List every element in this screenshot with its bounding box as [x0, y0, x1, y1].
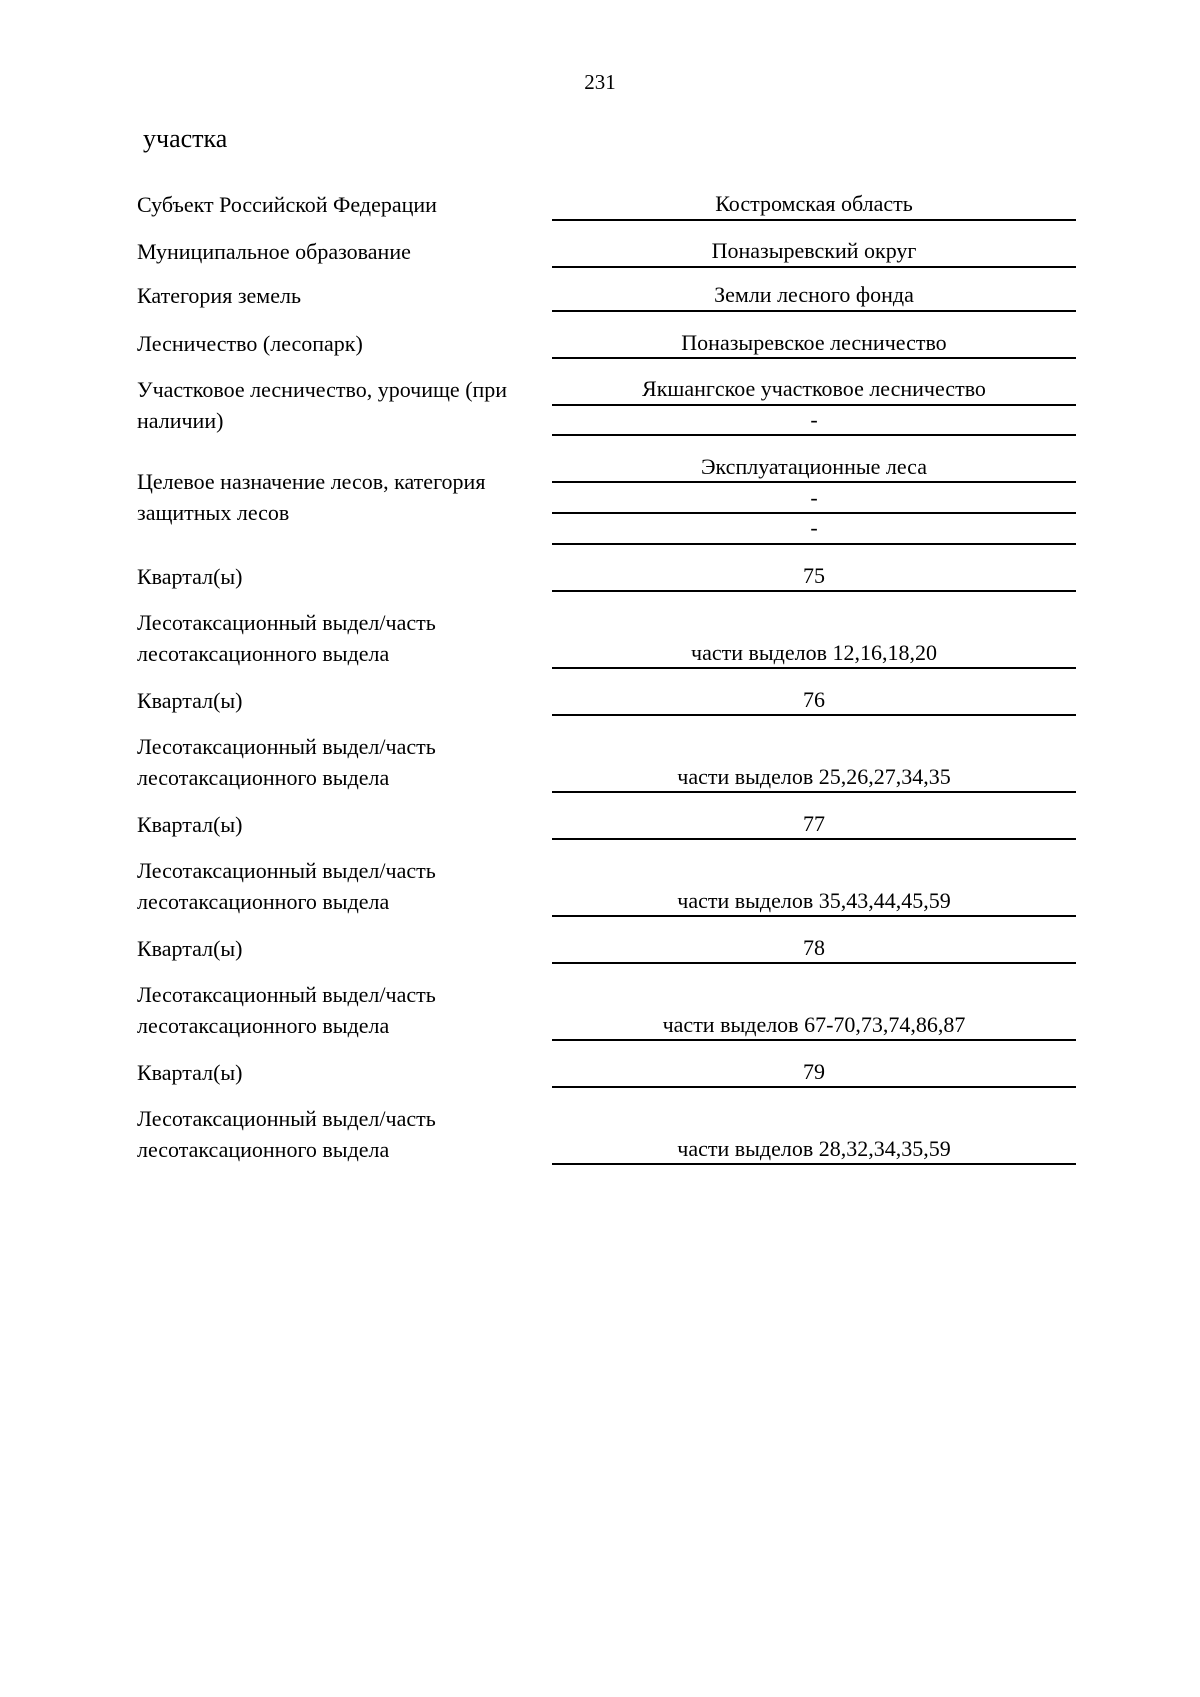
value-underline — [552, 512, 1076, 514]
value-quarter: 78 — [803, 935, 825, 960]
value-underline — [552, 1163, 1076, 1165]
value-underline — [552, 590, 1076, 592]
value-quarter: 79 — [803, 1059, 825, 1084]
value-tract: - — [810, 407, 818, 432]
value-underline — [552, 310, 1076, 312]
value-quarter: 75 — [803, 563, 825, 588]
value-underline — [552, 667, 1076, 669]
value-protective-subcategory: - — [810, 515, 818, 540]
label-quarter: Квартал(ы) — [137, 812, 243, 837]
value-allotment: части выделов 25,26,27,34,35 — [677, 764, 951, 789]
section-heading: участка — [143, 124, 228, 153]
value-underline — [552, 357, 1076, 359]
label-forestry: Лесничество (лесопарк) — [137, 331, 363, 356]
value-municipality: Поназыревский округ — [711, 238, 917, 263]
value-allotment: части выделов 67-70,73,74,86,87 — [662, 1012, 966, 1037]
value-underline — [552, 1086, 1076, 1088]
label-district-forestry: Участковое лесничество, урочище (при наличии) — [137, 377, 508, 433]
label-allotment: Лесотаксационный выдел/часть лесотаксационного выдела — [137, 610, 436, 666]
value-allotment: части выделов 12,16,18,20 — [691, 640, 937, 665]
value-underline — [552, 219, 1076, 221]
label-allotment: Лесотаксационный выдел/часть лесотаксационного выдела — [137, 982, 436, 1038]
label-quarter: Квартал(ы) — [137, 936, 243, 961]
value-underline — [552, 962, 1076, 964]
label-allotment: Лесотаксационный выдел/часть лесотаксационного выдела — [137, 1106, 436, 1162]
label-land-category: Категория земель — [137, 283, 301, 308]
label-allotment: Лесотаксационный выдел/часть лесотаксационного выдела — [137, 858, 436, 914]
label-municipality: Муниципальное образование — [137, 239, 411, 264]
value-protective-category: - — [810, 485, 818, 510]
label-subject: Субъект Российской Федерации — [137, 192, 437, 217]
value-underline — [552, 714, 1076, 716]
value-underline — [552, 1039, 1076, 1041]
value-district-forestry: Якшангское участковое лесничество — [642, 376, 986, 401]
value-underline — [552, 791, 1076, 793]
value-underline — [552, 434, 1076, 436]
value-underline — [552, 481, 1076, 483]
label-forest-purpose: Целевое назначение лесов, категория защитных лесов — [137, 469, 486, 525]
label-quarter: Квартал(ы) — [137, 564, 243, 589]
value-underline — [552, 915, 1076, 917]
page-number: 231 — [584, 70, 616, 94]
value-quarter: 77 — [803, 811, 825, 836]
label-quarter: Квартал(ы) — [137, 688, 243, 713]
value-underline — [552, 838, 1076, 840]
value-underline — [552, 266, 1076, 268]
value-subject: Костромская область — [715, 191, 913, 216]
label-quarter: Квартал(ы) — [137, 1060, 243, 1085]
value-allotment: части выделов 28,32,34,35,59 — [677, 1136, 951, 1161]
value-forest-purpose: Эксплуатационные леса — [701, 454, 927, 479]
value-underline — [552, 404, 1076, 406]
label-allotment: Лесотаксационный выдел/часть лесотаксационного выдела — [137, 734, 436, 790]
value-underline — [552, 543, 1076, 545]
value-quarter: 76 — [803, 687, 825, 712]
value-land-category: Земли лесного фонда — [714, 282, 914, 307]
value-allotment: части выделов 35,43,44,45,59 — [677, 888, 951, 913]
value-forestry: Поназыревское лесничество — [681, 330, 947, 355]
